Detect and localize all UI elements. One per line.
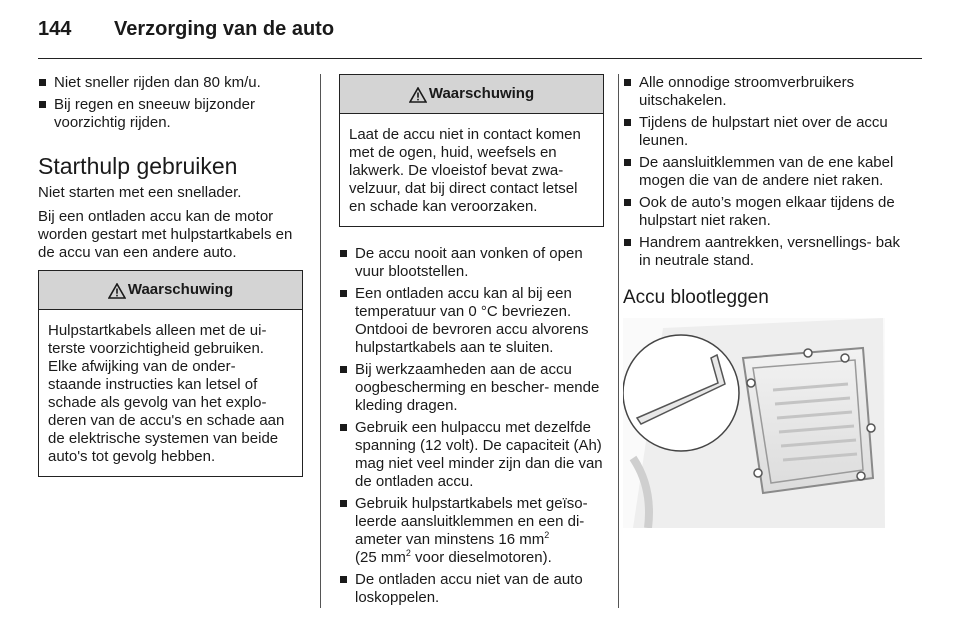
list-item: Alle onnodige stroomverbruikers uitschakelen. — [623, 74, 903, 110]
page-number: 144 — [38, 18, 72, 40]
bullet-list — [339, 245, 604, 607]
warning-title: Waarschuwing — [428, 85, 535, 102]
warning-triangle-icon — [409, 87, 427, 103]
bullet-icon — [340, 500, 347, 507]
header-divider — [38, 58, 922, 59]
column-middle — [339, 74, 604, 611]
bullet-icon — [39, 101, 46, 108]
bullet-icon — [340, 250, 347, 257]
bullet-icon — [624, 199, 631, 206]
page-title: Verzorging van de auto — [114, 18, 335, 40]
warning-box — [339, 74, 604, 227]
list-item: Tijdens de hulpstart niet over de accu leunen. — [623, 114, 903, 150]
section-heading: Starthulp gebruiken — [38, 153, 238, 179]
list-item: Bij regen en sneeuw bijzonder voorzichtig rijden. — [38, 96, 303, 132]
bullet-icon — [624, 239, 631, 246]
bullet-list — [38, 74, 303, 132]
list-item: Handrem aantrekken, versnellings- bak in neutrale stand. — [623, 234, 903, 270]
bullet-icon — [340, 576, 347, 583]
warning-text: Laat de accu niet in contact komen met de ogen, huid, weefsels en lakwerk. De vloeistof bevat zwa- velzuur, dat bij direct contact letsel en schade kan veroorzaken. — [349, 126, 581, 215]
warning-triangle-icon — [108, 283, 126, 299]
bullet-icon — [39, 79, 46, 86]
list-item: Een ontladen accu kan al bij een temperatuur van 0 °C bevriezen. Ontdooi de bevroren accu alvorens hulpstartkabels aan te sluiten. — [339, 285, 604, 357]
bullet-icon — [340, 290, 347, 297]
warning-box — [38, 270, 303, 477]
page-header — [38, 18, 334, 48]
list-item: Niet sneller rijden dan 80 km/u. — [38, 74, 303, 92]
column-divider — [320, 74, 321, 608]
list-item: De ontladen accu niet van de auto loskoppelen. — [339, 571, 604, 607]
list-item: Ook de auto’s mogen elkaar tijdens de hulpstart niet raken. — [623, 194, 903, 230]
paragraph: Niet starten met een snellader. — [38, 184, 242, 201]
column-left — [38, 74, 303, 481]
battery-cover-illustration — [623, 318, 885, 528]
warning-title: Waarschuwing — [127, 281, 234, 298]
paragraph: Bij een ontladen accu kan de motor worden gestart met hulpstartkabels en de accu van een andere auto. — [38, 208, 293, 261]
list-item: Bij werkzaamheden aan de accu oogbescherming en bescher- mende kleding dragen. — [339, 361, 604, 415]
bullet-icon — [624, 119, 631, 126]
section-heading: Accu blootleggen — [623, 287, 769, 308]
bullet-icon — [624, 159, 631, 166]
warning-text: Hulpstartkabels alleen met de ui- terste voorzichtigheid gebruiken. Elke afwijking van de onder- staande instructies kan letsel of schade als gevolg van het explo- deren van de accu's en schade aan de elektrische systemen van beide auto's tot gevolg hebben. — [48, 322, 285, 465]
bullet-icon — [624, 79, 631, 86]
warning-header — [340, 75, 603, 114]
list-item: De aansluitklemmen van de ene kabel mogen die van de andere niet raken. — [623, 154, 903, 190]
list-item: De accu nooit aan vonken of open vuur blootstellen. — [339, 245, 604, 281]
list-item: Gebruik een hulpaccu met dezelfde spanning (12 volt). De capaciteit (Ah) mag niet veel minder zijn dan die van de ontladen accu. — [339, 419, 604, 491]
bullet-icon — [340, 366, 347, 373]
column-divider — [618, 74, 619, 608]
bullet-icon — [340, 424, 347, 431]
warning-header — [39, 271, 302, 310]
column-right — [623, 74, 903, 533]
list-item: Gebruik hulpstartkabels met geïso- leerde aansluitklemmen en een di- ameter van minstens 16 $mm^2$ (25 $mm^2$ voor dieselmotoren). — [339, 495, 604, 567]
bullet-list — [623, 74, 903, 270]
